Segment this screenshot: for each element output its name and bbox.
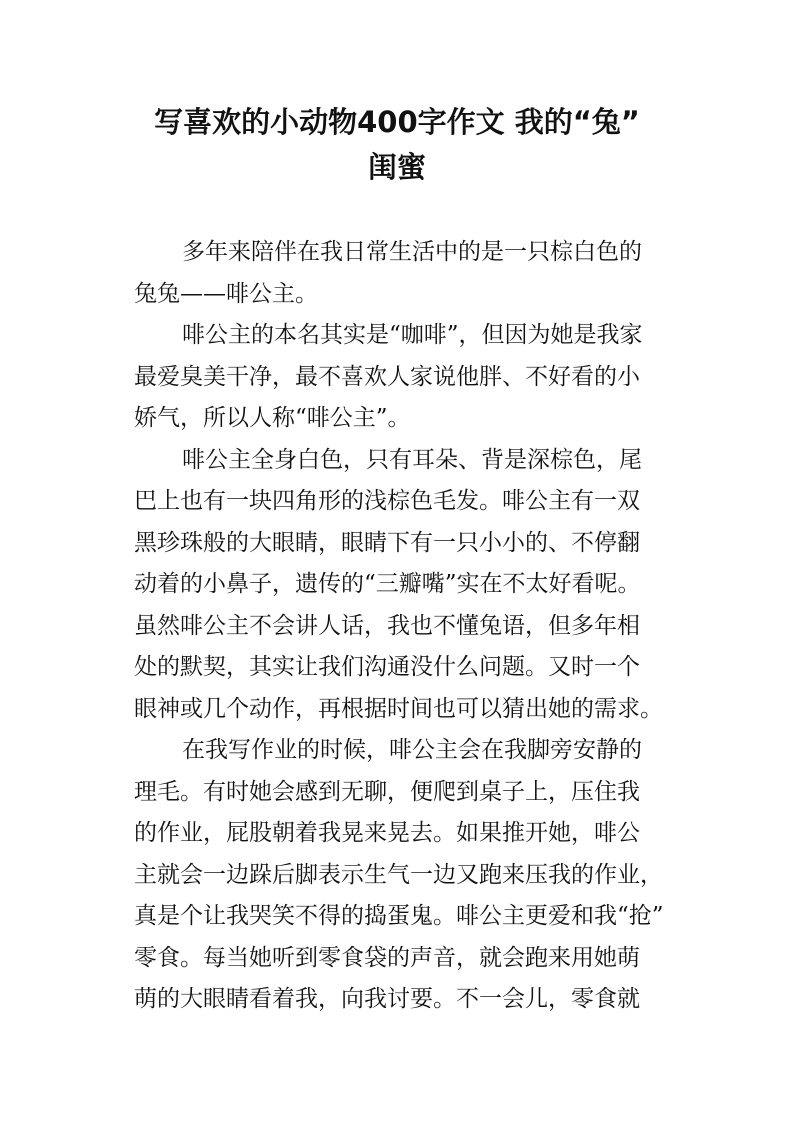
body-line: 的作业，屁股朝着我晃来晃去。如果推开她，啡公 — [134, 820, 640, 846]
body-line: 虽然啡公主不会讲人话，我也不懂兔语，但多年相 — [134, 612, 640, 639]
body-line: 主就会一边跺后脚表示生气一边又跑来压我的作业， — [134, 861, 663, 888]
body-line: 黑珍珠般的大眼睛，眼睛下有一只小小的、不停翻 — [134, 529, 640, 556]
body-line: 啡公主全身白色，只有耳朵、背是深棕色，尾 — [182, 446, 642, 473]
body-line: 在我写作业的时候，啡公主会在我脚旁安静的 — [182, 737, 642, 763]
body-line: 多年来陪伴在我日常生活中的是一只棕白色的 — [182, 239, 642, 265]
document-body — [134, 232, 668, 1021]
document-title — [100, 100, 694, 190]
title-line-2: 闺蜜 — [367, 150, 426, 184]
body-line: 巴上也有一块四角形的浅棕色毛发。啡公主有一双 — [134, 488, 640, 514]
body-line: 最爱臭美干净，最不喜欢人家说他胖、不好看的小 — [134, 363, 640, 390]
body-line: 萌的大眼睛看着我，向我讨要。不一会儿，零食就 — [134, 986, 640, 1012]
body-line: 兔兔——啡公主。 — [134, 280, 318, 307]
body-line: 真是个让我哭笑不得的捣蛋鬼。啡公主更爱和我“抢” — [134, 903, 664, 929]
body-line: 眼神或几个动作，再根据时间也可以猜出她的需求。 — [134, 695, 663, 722]
body-line: 零食。每当她听到零食袋的声音，就会跑来用她萌 — [134, 944, 640, 971]
body-line: 娇气，所以人称“啡公主”。 — [134, 405, 411, 431]
title-line-1: 写喜欢的小动物400字作文 我的“兔” — [154, 105, 640, 139]
body-line: 处的默契，其实让我们沟通没什么问题。又时一个 — [134, 654, 640, 680]
body-line: 啡公主的本名其实是“咖啡”，但因为她是我家 — [182, 322, 643, 348]
body-line: 动着的小鼻子，遗传的“三瓣嘴”实在不太好看呢。 — [134, 571, 641, 597]
body-line: 理毛。有时她会感到无聊，便爬到桌子上，压住我 — [134, 778, 640, 805]
